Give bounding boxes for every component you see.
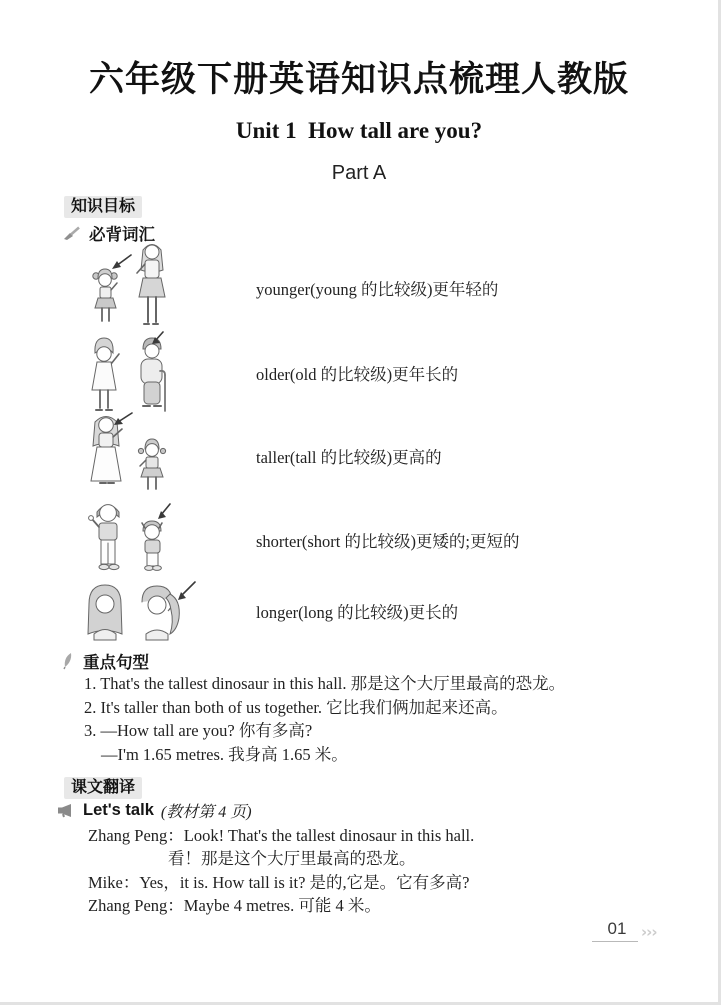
vocab-item: taller(tall 的比较级)更高的 [256,448,442,467]
vocab-item: longer(long 的比较级)更长的 [256,603,459,622]
megaphone-icon [56,803,76,818]
illustration-longer [78,580,200,644]
page-title: 六年级下册英语知识点梳理人教版 [88,60,629,99]
key-sentences-label: 重点句型 [83,654,149,672]
illustration-taller [80,410,190,494]
dialog-line: Zhang Peng：Look! That's the tallest dinosaur in this hall. [88,826,475,845]
sentence-line: 2. It's taller than both of us together. 它比我们俩加起来还高。 [84,697,508,717]
vocab-item: younger(young 的比较级)更年轻的 [256,280,499,299]
dialog-line: Zhang Peng：Maybe 4 metres. 可能 4 米。 [88,896,381,916]
key-sentences-list [84,672,664,766]
illustration-younger [80,240,190,332]
vocab-item: shorter(short 的比较级)更矮的;更短的 [256,532,520,551]
unit-title: Unit 1 How tall are you? [235,118,483,143]
page-number-rule [592,941,638,942]
knowledge-goal-badge: 知识目标 [64,196,142,218]
sentence-line: —I'm 1.65 metres. 我身高 1.65 米。 [101,744,348,764]
dialog-line: Mike：Yes，it is. How tall is it? 是的,它是。它有多高? [88,872,470,892]
illustration-shorter [80,498,190,576]
illustration-older [80,331,190,417]
sentence-line: 1. That's the tallest dinosaur in this hall. 那是这个大厅里最高的恐龙。 [84,674,566,693]
dialog-translation [88,824,668,918]
page-number: 01 [607,919,627,938]
translation-badge: 课文翻译 [64,777,142,799]
vocab-section-label: 必背词汇 [89,226,155,244]
dialog-line: 看！那是这个大厅里最高的恐龙。 [168,849,416,869]
lets-talk-label: Let's talk [83,801,154,819]
next-page-chevrons-icon: ››› [641,923,657,941]
sentence-line: 3. —How tall are you? 你有多高? [84,721,313,740]
lets-talk-page-ref: (教材第 4 页) [160,804,252,821]
quill-icon [62,652,76,670]
lets-talk-header [56,799,252,822]
vocab-item: older(old 的比较级)更年长的 [256,365,459,384]
key-sentences-header [62,649,149,673]
part-title: Part A [331,162,387,184]
brush-icon [62,225,82,242]
